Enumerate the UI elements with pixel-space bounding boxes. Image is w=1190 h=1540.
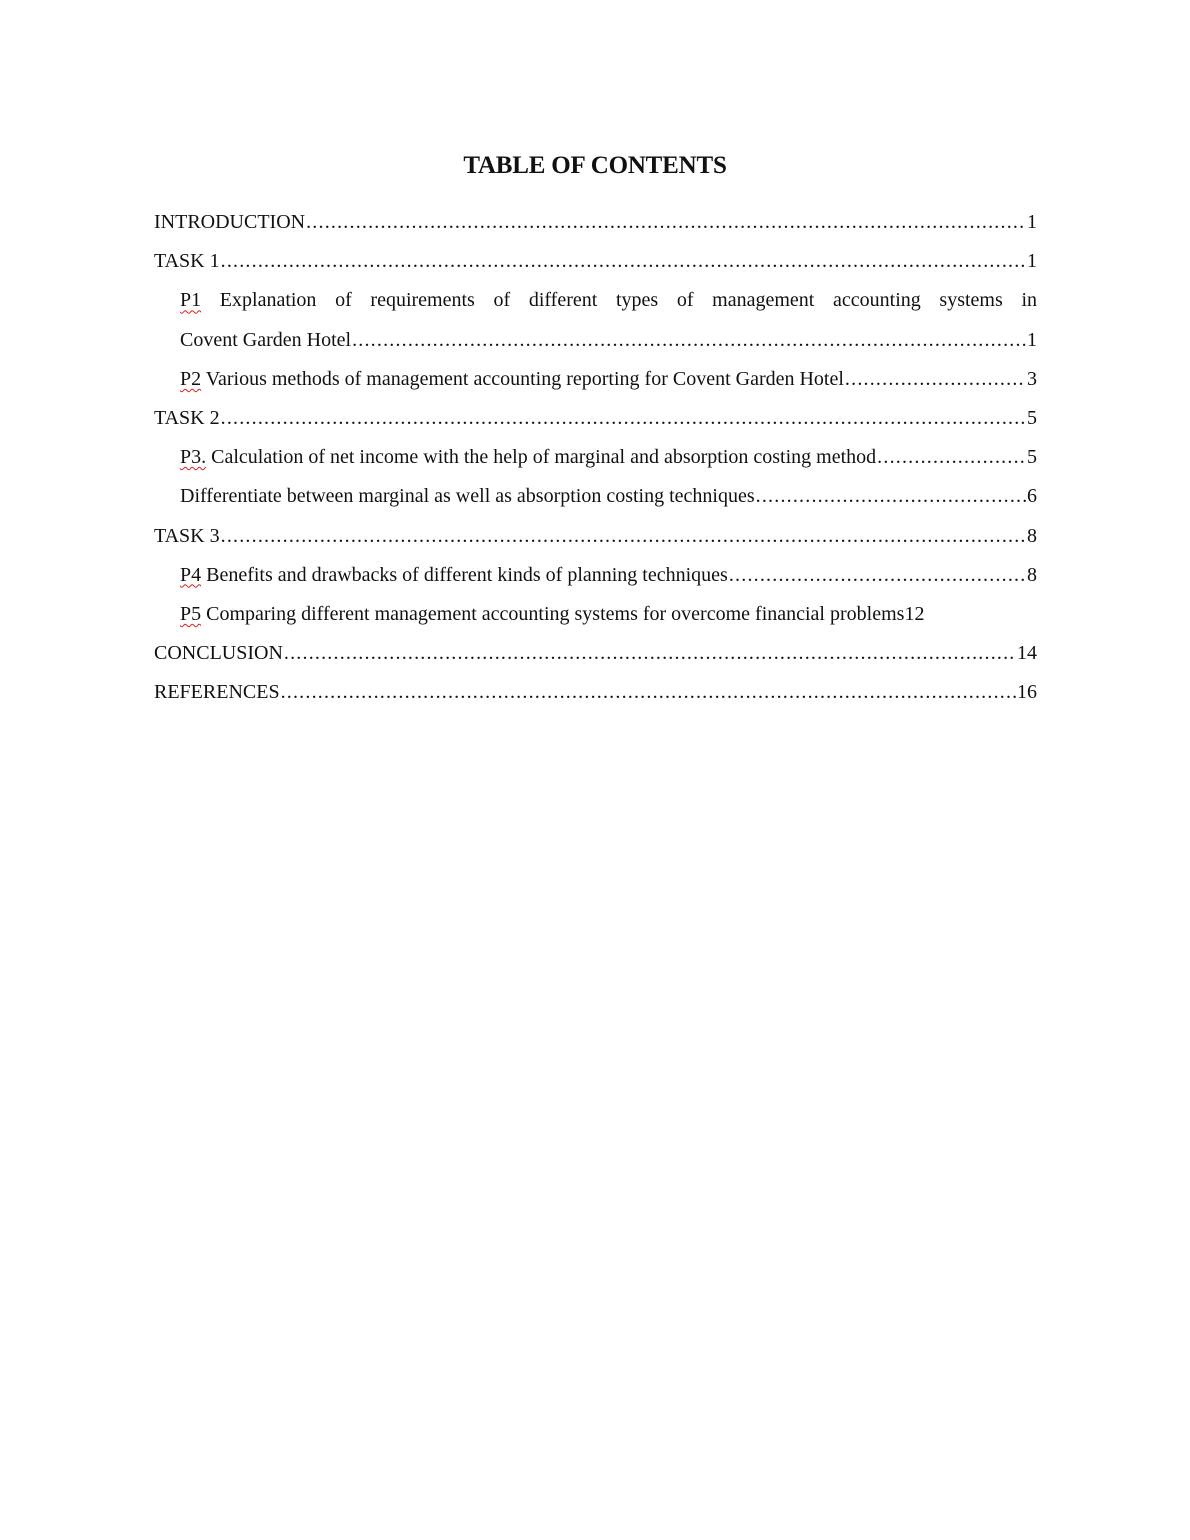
- toc-page-number: 1: [1027, 328, 1037, 351]
- toc-entry-differentiate[interactable]: [154, 477, 1037, 516]
- toc-entry-label: INTRODUCTION: [154, 211, 306, 233]
- toc-entry-label-group: [180, 595, 904, 634]
- toc-page-number: 8: [1027, 563, 1037, 586]
- toc-entry-label: TASK 2: [154, 406, 220, 429]
- toc-entry-label: REFERENCES: [154, 681, 280, 704]
- toc-page-number: 8: [1027, 524, 1037, 547]
- toc-entry-task-1[interactable]: [154, 242, 1037, 281]
- toc-entry-p5[interactable]: [154, 595, 1037, 634]
- dot-leader: [756, 477, 1026, 516]
- toc-entry-p3[interactable]: [154, 438, 1037, 477]
- toc-entry-label-group: [180, 438, 876, 477]
- toc-entry-conclusion[interactable]: [154, 634, 1037, 673]
- toc-page-number: 1: [1027, 250, 1037, 273]
- dot-leader: [352, 321, 1026, 360]
- toc-entry-p4[interactable]: [154, 556, 1037, 595]
- dot-leader: [729, 556, 1026, 595]
- toc-entry-label: Benefits and drawbacks of different kinds of planning techniques: [201, 563, 728, 586]
- toc-page-number: 5: [1027, 446, 1037, 469]
- toc-entry-task-3[interactable]: [154, 517, 1037, 556]
- spellcheck-prefix: P1: [180, 289, 202, 312]
- toc-entry-p1-line2[interactable]: [154, 321, 1037, 360]
- toc-entry-label: CONCLUSION: [154, 642, 283, 665]
- dot-leader: [221, 399, 1026, 438]
- dot-leader: [845, 360, 1026, 399]
- toc-page-number: 16: [1017, 681, 1037, 704]
- toc-entry-label: Comparing different management accounting systems for overcome financial problems: [201, 602, 905, 625]
- dot-leader: [221, 242, 1026, 281]
- spellcheck-prefix: P5: [180, 602, 202, 625]
- toc-page-number: 12: [904, 602, 925, 625]
- toc-entry-label: Calculation of net income with the help of marginal and absorption costing method: [206, 446, 877, 469]
- toc-entry-p2[interactable]: [154, 360, 1037, 399]
- spellcheck-prefix: P4: [180, 563, 202, 586]
- toc-page-number: 1: [1027, 211, 1037, 233]
- toc-entry-label: Differentiate between marginal as well as absorption costing techniques: [180, 485, 755, 508]
- toc-entry-label: Covent Garden Hotel: [180, 328, 352, 351]
- dot-leader: [306, 203, 1026, 242]
- toc-title: TABLE OF CONTENTS: [463, 152, 727, 179]
- toc-entry-label: Explanation of requirements of different types of management accounting systems in: [201, 289, 1037, 312]
- toc-entry-label-group: [180, 360, 844, 399]
- toc-page-number: 6: [1027, 485, 1037, 508]
- toc-page-number: 5: [1027, 406, 1037, 429]
- toc-entry-p1-line1[interactable]: [154, 281, 1037, 320]
- spellcheck-prefix: P2: [180, 367, 202, 390]
- toc-entry-label: TASK 1: [154, 250, 220, 273]
- table-of-contents: [154, 203, 1037, 712]
- dot-leader: [877, 438, 1026, 477]
- toc-entry-label: Various methods of management accounting reporting for Covent Garden Hotel: [201, 367, 844, 390]
- toc-entry-introduction[interactable]: [154, 203, 1037, 242]
- dot-leader: [281, 673, 1016, 712]
- toc-entry-label-group: [180, 556, 728, 595]
- spellcheck-prefix: P3.: [180, 446, 207, 469]
- dot-leader: [221, 517, 1026, 556]
- toc-page-number: 14: [1017, 642, 1037, 665]
- toc-entry-label: TASK 3: [154, 524, 220, 547]
- toc-page-number: 3: [1027, 367, 1037, 390]
- toc-entry-task-2[interactable]: [154, 399, 1037, 438]
- dot-leader: [284, 634, 1016, 673]
- toc-entry-references[interactable]: [154, 673, 1037, 712]
